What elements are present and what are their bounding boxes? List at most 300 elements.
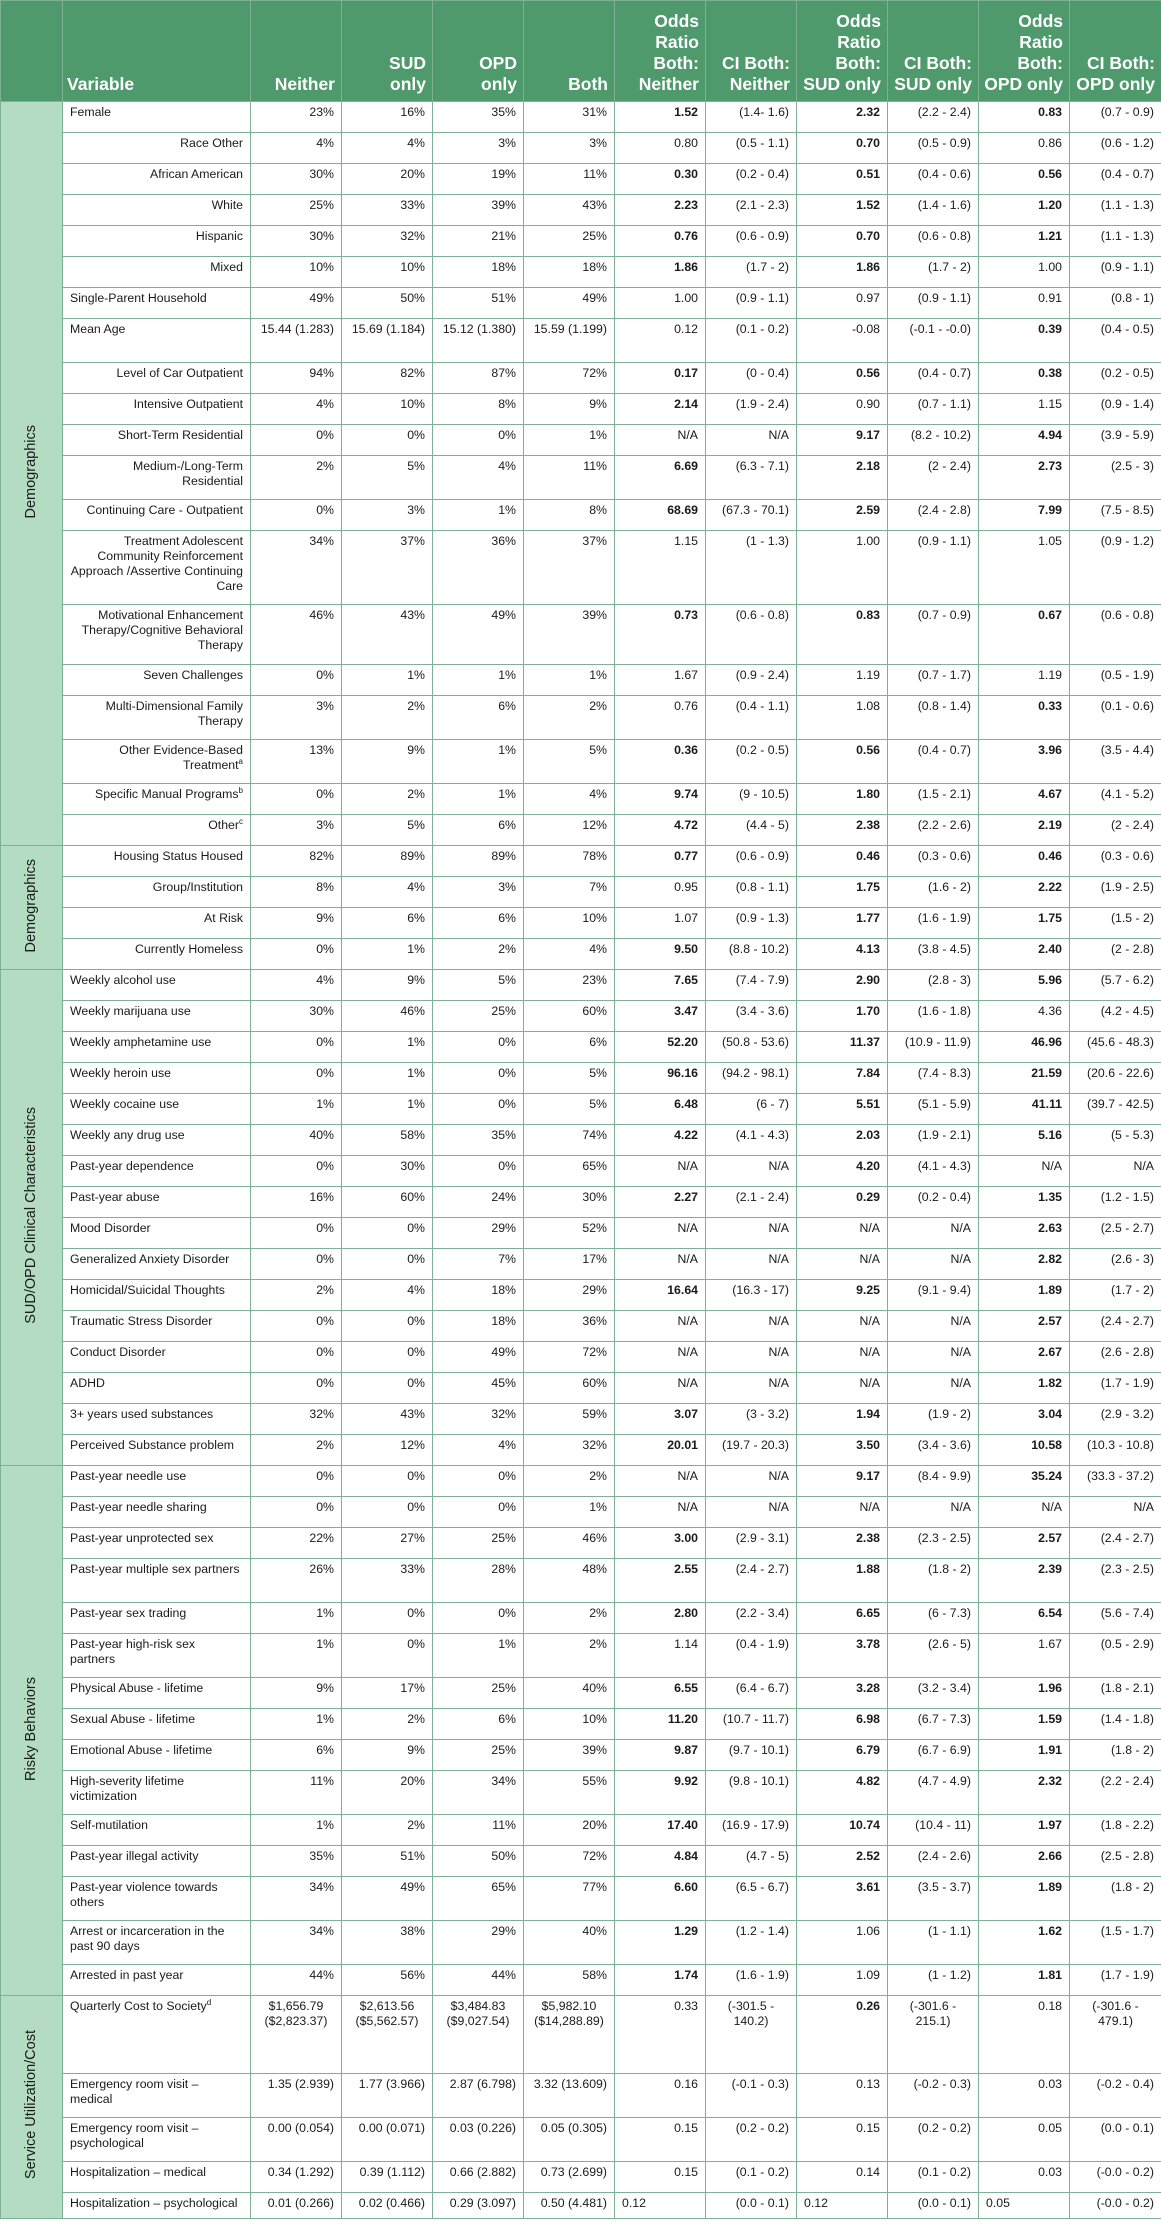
value-cell: 0% — [433, 425, 524, 456]
odds-ratio-cell: 2.27 — [615, 1187, 706, 1218]
value-cell: $1,656.79 ($2,823.37) — [251, 1996, 342, 2074]
variable-cell — [63, 363, 251, 394]
value-cell: 82% — [342, 363, 433, 394]
ci-cell: (6.7 - 6.9) — [888, 1740, 979, 1771]
table-row — [1, 815, 1161, 846]
value-cell: 6% — [433, 908, 524, 939]
value-cell: 0% — [251, 1497, 342, 1528]
odds-ratio-cell: 2.82 — [979, 1249, 1070, 1280]
odds-ratio-cell: 1.19 — [797, 665, 888, 696]
table-row — [1, 1280, 1161, 1311]
value-cell: 0% — [342, 425, 433, 456]
table-row — [1, 696, 1161, 740]
ci-cell: N/A — [706, 1497, 797, 1528]
ci-cell: (4.1 - 4.3) — [888, 1156, 979, 1187]
ci-cell: (0.0 - 0.1) — [888, 2193, 979, 2219]
value-cell: 15.44 (1.283) — [251, 319, 342, 363]
value-cell: 0.02 (0.466) — [342, 2193, 433, 2219]
value-cell: 0% — [342, 1311, 433, 1342]
table-row — [1, 2074, 1161, 2118]
variable-cell — [63, 1815, 251, 1846]
ci-cell: (-0.0 - 0.2) — [1070, 2193, 1161, 2219]
odds-ratio-cell: 96.16 — [615, 1063, 706, 1094]
value-cell: 87% — [433, 363, 524, 394]
ci-cell: (2.9 - 3.2) — [1070, 1404, 1161, 1435]
variable-cell — [63, 394, 251, 425]
odds-ratio-cell: 11.20 — [615, 1709, 706, 1740]
value-cell: 9% — [524, 394, 615, 425]
value-cell: 25% — [433, 1001, 524, 1032]
odds-ratio-cell: 1.29 — [615, 1921, 706, 1965]
odds-ratio-cell: 2.55 — [615, 1559, 706, 1603]
value-cell: 30% — [251, 164, 342, 195]
table-row — [1, 1125, 1161, 1156]
ci-cell: (8.4 - 9.9) — [888, 1466, 979, 1497]
variable-label: Housing Status Housed — [113, 849, 243, 863]
variable-cell — [63, 1435, 251, 1466]
odds-ratio-cell: 2.32 — [797, 102, 888, 133]
value-cell: 22% — [251, 1528, 342, 1559]
variable-cell — [63, 970, 251, 1001]
ci-cell: (1.7 - 2) — [1070, 1280, 1161, 1311]
odds-ratio-cell: 0.67 — [979, 605, 1070, 665]
ci-cell: (16.9 - 17.9) — [706, 1815, 797, 1846]
ci-cell: (1.4 - 1.6) — [888, 195, 979, 226]
variable-label: Weekly alcohol use — [70, 973, 176, 987]
value-cell: 4% — [342, 1280, 433, 1311]
ci-cell: (2.5 - 2.8) — [1070, 1846, 1161, 1877]
odds-ratio-cell: 3.28 — [797, 1678, 888, 1709]
table-row — [1, 1634, 1161, 1678]
value-cell: 1.35 (2.939) — [251, 2074, 342, 2118]
ci-cell: (0.9 - 1.2) — [1070, 531, 1161, 605]
ci-cell: (0.4 - 1.1) — [706, 696, 797, 740]
table-row — [1, 1603, 1161, 1634]
value-cell: 0% — [433, 1497, 524, 1528]
table-row — [1, 1678, 1161, 1709]
value-cell: 29% — [433, 1921, 524, 1965]
value-cell: 0% — [342, 1603, 433, 1634]
odds-ratio-cell: 4.22 — [615, 1125, 706, 1156]
ci-cell: (2 - 2.4) — [888, 456, 979, 500]
group-label: SUD/OPD Clinical Characteristics — [23, 1107, 39, 1324]
odds-ratio-cell: 3.61 — [797, 1877, 888, 1921]
value-cell: 4% — [433, 1435, 524, 1466]
value-cell: 4% — [342, 133, 433, 164]
value-cell: 4% — [433, 456, 524, 500]
ci-cell: N/A — [706, 1373, 797, 1404]
value-cell: 25% — [433, 1528, 524, 1559]
odds-ratio-cell: N/A — [797, 1497, 888, 1528]
value-cell: 52% — [524, 1218, 615, 1249]
ci-cell: (1.8 - 2.1) — [1070, 1678, 1161, 1709]
variable-label: Past-year needle sharing — [70, 1500, 207, 1514]
value-cell: 32% — [251, 1404, 342, 1435]
value-cell: 11% — [251, 1771, 342, 1815]
value-cell: 72% — [524, 1846, 615, 1877]
odds-ratio-cell: 1.06 — [797, 1921, 888, 1965]
value-cell: 10% — [342, 257, 433, 288]
ci-cell: (1.1 - 1.3) — [1070, 195, 1161, 226]
ci-cell: (0.4 - 1.9) — [706, 1634, 797, 1678]
value-cell: 37% — [342, 531, 433, 605]
value-cell: 72% — [524, 363, 615, 394]
table-row — [1, 1709, 1161, 1740]
ci-cell: (3.4 - 3.6) — [888, 1435, 979, 1466]
table-row — [1, 1404, 1161, 1435]
odds-ratio-cell: 9.25 — [797, 1280, 888, 1311]
variable-cell — [63, 939, 251, 970]
variable-label: Weekly any drug use — [70, 1128, 185, 1142]
odds-ratio-cell: N/A — [615, 1373, 706, 1404]
odds-ratio-cell: N/A — [979, 1156, 1070, 1187]
ci-cell: (0.2 - 0.2) — [706, 2118, 797, 2162]
odds-ratio-cell: 5.51 — [797, 1094, 888, 1125]
value-cell: $3,484.83 ($9,027.54) — [433, 1996, 524, 2074]
odds-ratio-cell: 2.22 — [979, 877, 1070, 908]
ci-cell: (1.4 - 1.8) — [1070, 1709, 1161, 1740]
value-cell: 11% — [524, 164, 615, 195]
table-row — [1, 605, 1161, 665]
ci-cell: (67.3 - 70.1) — [706, 500, 797, 531]
odds-ratio-cell: 9.17 — [797, 425, 888, 456]
value-cell: 1% — [251, 1634, 342, 1678]
odds-ratio-cell: 1.20 — [979, 195, 1070, 226]
value-cell: 43% — [342, 605, 433, 665]
variable-cell — [63, 1846, 251, 1877]
ci-cell: (1 - 1.2) — [888, 1965, 979, 1996]
value-cell: 10% — [251, 257, 342, 288]
table-row — [1, 1965, 1161, 1996]
value-cell: 46% — [251, 605, 342, 665]
odds-ratio-cell: 35.24 — [979, 1466, 1070, 1497]
value-cell: 9% — [251, 1678, 342, 1709]
table-row — [1, 1846, 1161, 1877]
value-cell: 65% — [433, 1877, 524, 1921]
value-cell: 3% — [251, 815, 342, 846]
ci-cell: (2 - 2.8) — [1070, 939, 1161, 970]
ci-cell: (9.7 - 10.1) — [706, 1740, 797, 1771]
value-cell: 15.12 (1.380) — [433, 319, 524, 363]
odds-ratio-cell: N/A — [615, 1156, 706, 1187]
ci-cell: (2.4 - 2.8) — [888, 500, 979, 531]
variable-cell — [63, 877, 251, 908]
ci-cell: (0.9 - 1.1) — [888, 531, 979, 605]
odds-ratio-cell: 2.23 — [615, 195, 706, 226]
value-cell: 25% — [251, 195, 342, 226]
odds-ratio-cell: N/A — [797, 1249, 888, 1280]
value-cell: 1% — [433, 1634, 524, 1678]
odds-ratio-cell: 52.20 — [615, 1032, 706, 1063]
ci-cell: (4.7 - 5) — [706, 1846, 797, 1877]
value-cell: 3.32 (13.609) — [524, 2074, 615, 2118]
table-row — [1, 1435, 1161, 1466]
odds-ratio-cell: 0.30 — [615, 164, 706, 195]
variable-cell — [63, 1032, 251, 1063]
ci-cell: (0.6 - 0.8) — [1070, 605, 1161, 665]
odds-ratio-cell: 2.90 — [797, 970, 888, 1001]
value-cell: 10% — [524, 908, 615, 939]
ci-cell: (0.4 - 0.7) — [888, 740, 979, 784]
value-cell: 46% — [342, 1001, 433, 1032]
ci-cell: (0.5 - 1.9) — [1070, 665, 1161, 696]
ci-cell: (10.9 - 11.9) — [888, 1032, 979, 1063]
table-row — [1, 133, 1161, 164]
ci-cell: (0.7 - 1.7) — [888, 665, 979, 696]
column-header-line: Odds — [654, 11, 699, 31]
variable-label: Female — [70, 105, 112, 119]
table-row — [1, 456, 1161, 500]
value-cell: 2% — [342, 784, 433, 815]
value-cell: 4% — [342, 877, 433, 908]
variable-cell — [63, 257, 251, 288]
variable-label: Mood Disorder — [70, 1221, 151, 1235]
odds-ratio-cell: 1.80 — [797, 784, 888, 815]
odds-ratio-cell: 1.77 — [797, 908, 888, 939]
value-cell: 33% — [342, 195, 433, 226]
ci-cell: (0.2 - 0.4) — [706, 164, 797, 195]
column-header — [433, 1, 524, 102]
value-cell: 77% — [524, 1877, 615, 1921]
ci-cell: (0.9 - 1.4) — [1070, 394, 1161, 425]
value-cell: 30% — [342, 1156, 433, 1187]
variable-cell — [63, 1497, 251, 1528]
variable-label: Past-year violence towards others — [70, 1880, 218, 1909]
value-cell: 11% — [433, 1815, 524, 1846]
value-cell: 27% — [342, 1528, 433, 1559]
table-row — [1, 2162, 1161, 2193]
odds-ratio-cell: 9.17 — [797, 1466, 888, 1497]
value-cell: 35% — [251, 1846, 342, 1877]
table-row — [1, 939, 1161, 970]
variable-label: Traumatic Stress Disorder — [70, 1314, 213, 1328]
ci-cell: (3.9 - 5.9) — [1070, 425, 1161, 456]
odds-ratio-cell: 0.29 — [797, 1187, 888, 1218]
ci-cell: (5 - 5.3) — [1070, 1125, 1161, 1156]
value-cell: 36% — [433, 531, 524, 605]
ci-cell: (-0.1 - -0.0) — [888, 319, 979, 363]
value-cell: 0% — [342, 1249, 433, 1280]
value-cell: 34% — [251, 1877, 342, 1921]
value-cell: 21% — [433, 226, 524, 257]
value-cell: 39% — [524, 605, 615, 665]
variable-label: Perceived Substance problem — [70, 1438, 235, 1452]
variable-cell — [63, 531, 251, 605]
odds-ratio-cell: 1.75 — [797, 877, 888, 908]
odds-ratio-cell: 6.55 — [615, 1678, 706, 1709]
table-row — [1, 102, 1161, 133]
ci-cell: (2.2 - 2.4) — [888, 102, 979, 133]
variable-label: Past-year sex trading — [70, 1606, 187, 1620]
odds-ratio-cell: 20.01 — [615, 1435, 706, 1466]
column-header — [797, 1, 888, 102]
odds-ratio-cell: 0.03 — [979, 2074, 1070, 2118]
odds-ratio-cell: 6.60 — [615, 1877, 706, 1921]
table-row — [1, 1740, 1161, 1771]
value-cell: 51% — [342, 1846, 433, 1877]
ci-cell: (3.5 - 4.4) — [1070, 740, 1161, 784]
odds-ratio-cell: 3.78 — [797, 1634, 888, 1678]
odds-ratio-cell: 0.80 — [615, 133, 706, 164]
ci-cell: (5.6 - 7.4) — [1070, 1603, 1161, 1634]
value-cell: 31% — [524, 102, 615, 133]
variable-cell — [63, 319, 251, 363]
ci-cell: (6.5 - 6.7) — [706, 1877, 797, 1921]
odds-ratio-cell: N/A — [797, 1373, 888, 1404]
variable-cell — [63, 740, 251, 784]
ci-cell: (1.8 - 2) — [1070, 1877, 1161, 1921]
value-cell: 17% — [342, 1678, 433, 1709]
value-cell: 6% — [251, 1740, 342, 1771]
odds-ratio-cell: 2.19 — [979, 815, 1070, 846]
value-cell: 49% — [433, 1342, 524, 1373]
variable-cell — [63, 226, 251, 257]
odds-ratio-cell: 1.00 — [797, 531, 888, 605]
odds-ratio-cell: 1.96 — [979, 1678, 1070, 1709]
ci-cell: (0.7 - 1.1) — [888, 394, 979, 425]
odds-ratio-cell: 17.40 — [615, 1815, 706, 1846]
ci-cell: (8.2 - 10.2) — [888, 425, 979, 456]
value-cell: 89% — [433, 846, 524, 877]
odds-ratio-cell: 6.79 — [797, 1740, 888, 1771]
value-cell: 32% — [342, 226, 433, 257]
value-cell: 89% — [342, 846, 433, 877]
group-label: Demographics — [23, 858, 39, 953]
ci-cell: (0.2 - 0.5) — [1070, 363, 1161, 394]
variable-label: Past-year multiple sex partners — [70, 1562, 240, 1576]
odds-ratio-cell: 1.89 — [979, 1280, 1070, 1311]
variable-label: Past-year dependence — [70, 1159, 194, 1173]
variable-label: Mean Age — [70, 322, 126, 336]
value-cell: 56% — [342, 1965, 433, 1996]
variable-label: ADHD — [70, 1376, 105, 1390]
value-cell: 1% — [342, 1032, 433, 1063]
odds-ratio-cell: 0.13 — [797, 2074, 888, 2118]
variable-label: Intensive Outpatient — [133, 397, 243, 411]
value-cell: 0.03 (0.226) — [433, 2118, 524, 2162]
value-cell: 0% — [251, 1156, 342, 1187]
value-cell: $2,613.56 ($5,562.57) — [342, 1996, 433, 2074]
value-cell: 24% — [433, 1187, 524, 1218]
ci-cell: (0.7 - 0.9) — [888, 605, 979, 665]
value-cell: 0% — [251, 500, 342, 531]
value-cell: 10% — [524, 1709, 615, 1740]
odds-ratio-cell: 0.86 — [979, 133, 1070, 164]
odds-ratio-cell: 0.97 — [797, 288, 888, 319]
value-cell: 2% — [251, 1280, 342, 1311]
odds-ratio-cell: 0.46 — [797, 846, 888, 877]
value-cell: 55% — [524, 1771, 615, 1815]
value-cell: 34% — [251, 531, 342, 605]
odds-ratio-cell: 2.63 — [979, 1218, 1070, 1249]
odds-ratio-cell: 0.12 — [797, 2193, 888, 2219]
value-cell: 2% — [251, 456, 342, 500]
ci-cell: (2.1 - 2.4) — [706, 1187, 797, 1218]
value-cell: 8% — [251, 877, 342, 908]
variable-label: Hospitalization – psychological — [70, 2196, 238, 2210]
odds-ratio-cell: 1.09 — [797, 1965, 888, 1996]
variable-label: African American — [150, 167, 243, 181]
odds-ratio-cell: 1.94 — [797, 1404, 888, 1435]
table-row — [1, 2118, 1161, 2162]
variable-cell — [63, 425, 251, 456]
variable-label: Past-year unprotected sex — [70, 1531, 214, 1545]
value-cell: 1% — [251, 1094, 342, 1125]
table-row — [1, 784, 1161, 815]
odds-ratio-cell: 1.05 — [979, 531, 1070, 605]
table-row — [1, 2193, 1161, 2219]
odds-ratio-cell: 2.38 — [797, 1528, 888, 1559]
ci-cell: (1.8 - 2) — [888, 1559, 979, 1603]
table-row — [1, 908, 1161, 939]
odds-ratio-cell: 21.59 — [979, 1063, 1070, 1094]
odds-ratio-cell: 2.73 — [979, 456, 1070, 500]
value-cell: 49% — [524, 288, 615, 319]
ci-cell: (1.7 - 2) — [888, 257, 979, 288]
odds-ratio-cell: 11.37 — [797, 1032, 888, 1063]
odds-ratio-cell: 0.56 — [797, 740, 888, 784]
odds-ratio-cell: 7.84 — [797, 1063, 888, 1094]
ci-cell: (0.1 - 0.2) — [706, 2162, 797, 2193]
ci-cell: (0.9 - 1.3) — [706, 908, 797, 939]
odds-ratio-cell: 4.67 — [979, 784, 1070, 815]
odds-ratio-cell: 0.39 — [979, 319, 1070, 363]
table-row — [1, 288, 1161, 319]
odds-ratio-cell: 2.18 — [797, 456, 888, 500]
value-cell: 28% — [433, 1559, 524, 1603]
ci-cell: (2.5 - 2.7) — [1070, 1218, 1161, 1249]
value-cell: 23% — [251, 102, 342, 133]
variable-cell — [63, 1709, 251, 1740]
column-header-line: Ratio — [837, 32, 881, 52]
variable-cell — [63, 815, 251, 846]
variable-cell — [63, 1634, 251, 1678]
ci-cell: (1.5 - 1.7) — [1070, 1921, 1161, 1965]
column-header-line: OPD — [479, 53, 517, 73]
variable-cell — [63, 500, 251, 531]
ci-cell: (3.8 - 4.5) — [888, 939, 979, 970]
ci-cell: (4.1 - 4.3) — [706, 1125, 797, 1156]
variable-label: Self-mutilation — [70, 1818, 148, 1832]
ci-cell: (1.6 - 1.9) — [888, 908, 979, 939]
variable-cell — [63, 1678, 251, 1709]
table-row — [1, 1466, 1161, 1497]
value-cell: 0% — [251, 1218, 342, 1249]
odds-ratio-cell: 7.99 — [979, 500, 1070, 531]
value-cell: 1% — [342, 939, 433, 970]
table-row — [1, 164, 1161, 195]
ci-cell: (0.4 - 0.7) — [1070, 164, 1161, 195]
odds-ratio-cell: 5.96 — [979, 970, 1070, 1001]
odds-ratio-cell: 0.56 — [979, 164, 1070, 195]
odds-ratio-cell: 10.58 — [979, 1435, 1070, 1466]
value-cell: 2% — [251, 1435, 342, 1466]
value-cell: 0% — [251, 1342, 342, 1373]
column-header — [524, 1, 615, 102]
odds-ratio-cell: 1.52 — [797, 195, 888, 226]
value-cell: 3% — [433, 133, 524, 164]
variable-cell — [63, 846, 251, 877]
ci-cell: (0.4 - 0.5) — [1070, 319, 1161, 363]
value-cell: 1% — [342, 665, 433, 696]
odds-ratio-cell: 6.54 — [979, 1603, 1070, 1634]
ci-cell: (3.4 - 3.6) — [706, 1001, 797, 1032]
ci-cell: (2.6 - 2.8) — [1070, 1342, 1161, 1373]
ci-cell: (0.1 - 0.2) — [706, 319, 797, 363]
ci-cell: N/A — [706, 1156, 797, 1187]
value-cell: 7% — [524, 877, 615, 908]
ci-cell: (0.9 - 1.1) — [1070, 257, 1161, 288]
